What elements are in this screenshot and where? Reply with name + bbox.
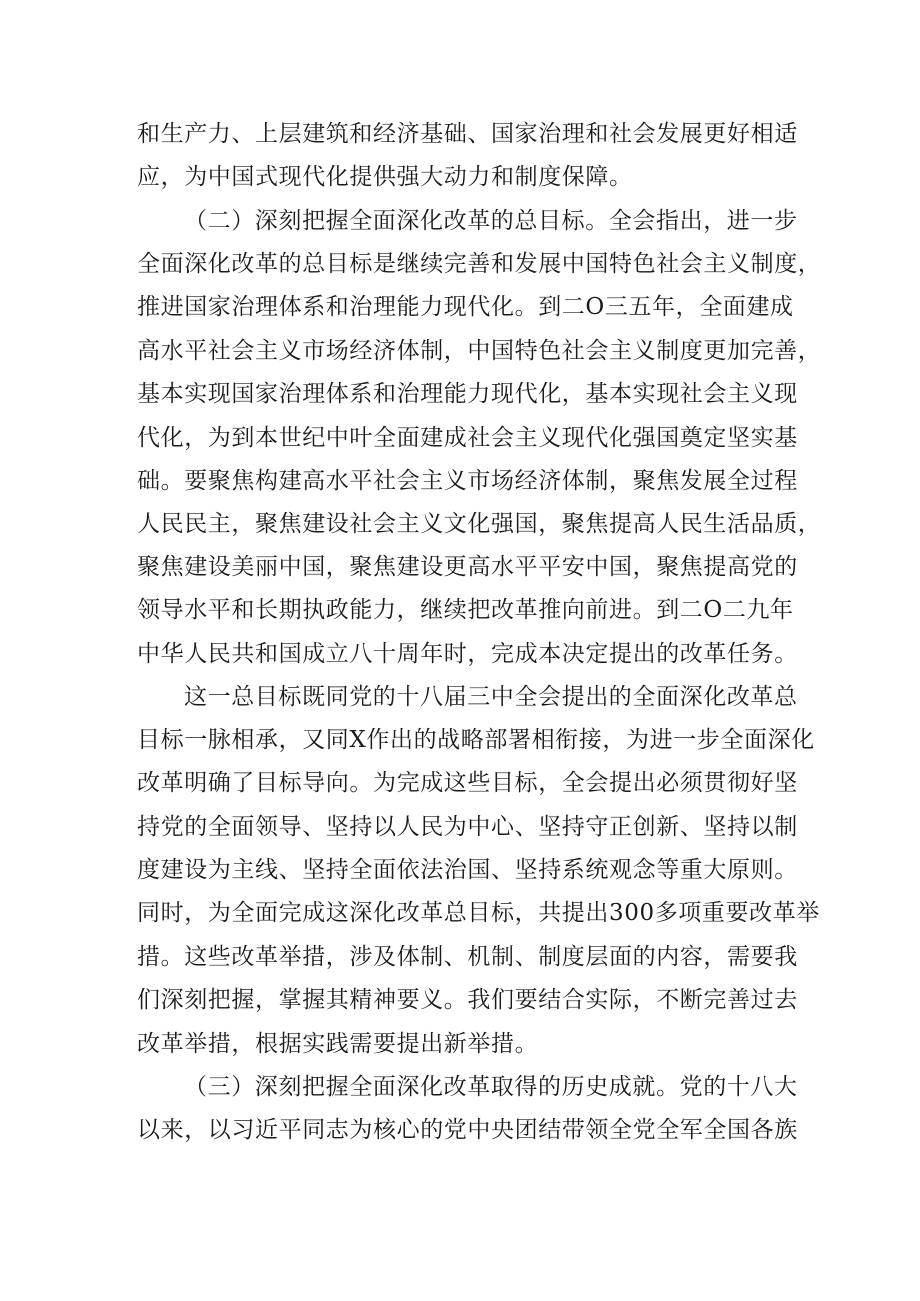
section-heading-line: （二）深刻把握全面深化改革的总目标。全会指出，进一步	[184, 208, 798, 234]
section-heading-line: （三）深刻把握全面深化改革取得的历史成就。党的十八大	[184, 1074, 798, 1100]
text-line: 改革举措，根据实践需要提出新举措。	[137, 1031, 539, 1057]
text-line: 持党的全面领导、坚持以人民为中心、坚持守正创新、坚持以制	[137, 814, 798, 840]
text-line: 措。这些改革举措，涉及体制、机制、制度层面的内容，需要我	[137, 944, 798, 970]
text-line: 聚焦建设美丽中国，聚焦建设更高水平平安中国，聚焦提高党的	[137, 554, 798, 580]
text-line: 基本实现国家治理体系和治理能力现代化，基本实现社会主义现	[137, 381, 798, 407]
paragraph-first-line: 这一总目标既同党的十八届三中全会提出的全面深化改革总	[184, 684, 798, 710]
text-line: 改革明确了目标导向。为完成这些目标，全会提出必须贯彻好坚	[137, 770, 798, 796]
text-line: 同时，为全面完成这深化改革总目标，共提出300多项重要改革举	[137, 900, 820, 926]
text-line: 们深刻把握，掌握其精神要义。我们要结合实际，不断完善过去	[137, 987, 798, 1013]
text-line: 础。要聚焦构建高水平社会主义市场经济体制，聚焦发展全过程	[137, 468, 798, 494]
text-line: 人民民主，聚焦建设社会主义文化强国，聚焦提高人民生活品质，	[137, 511, 822, 537]
text-line: 代化，为到本世纪中叶全面建成社会主义现代化强国奠定坚实基	[137, 425, 798, 451]
text-line: 度建设为主线、坚持全面依法治国、坚持系统观念等重大原则。	[137, 857, 798, 883]
text-line: 高水平社会主义市场经济体制，中国特色社会主义制度更加完善，	[137, 338, 822, 364]
text-line: 领导水平和长期执政能力，继续把改革推向前进。到二O二九年	[137, 597, 794, 623]
text-line: 推进国家治理体系和治理能力现代化。到二O三五年，全面建成	[137, 294, 794, 320]
text-line: 目标一脉相承，又同X作出的战略部署相衔接，为进一步全面深化	[137, 727, 815, 753]
text-line: 中华人民共和国成立八十周年时，完成本决定提出的改革任务。	[137, 641, 798, 667]
text-line: 和生产力、上层建筑和经济基础、国家治理和社会发展更好相适	[137, 121, 798, 147]
text-line: 以来，以习近平同志为核心的党中央团结带领全党全军全国各族	[137, 1117, 798, 1143]
text-line: 应，为中国式现代化提供强大动力和制度保障。	[137, 164, 633, 190]
text-line: 全面深化改革的总目标是继续完善和发展中国特色社会主义制度，	[137, 251, 822, 277]
